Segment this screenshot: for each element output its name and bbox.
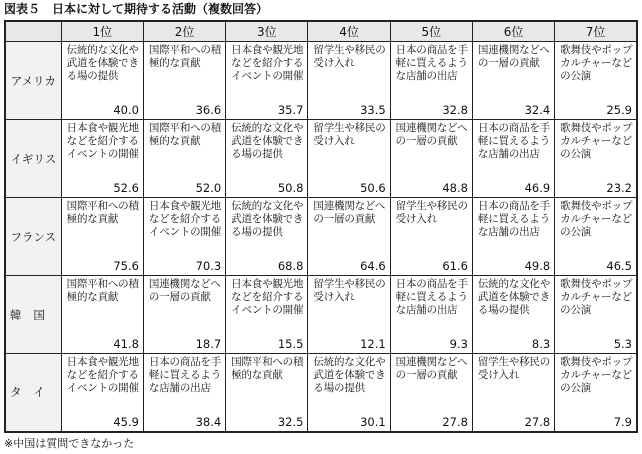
table-cell	[143, 198, 225, 276]
table-cell	[143, 276, 225, 354]
country-label: イギリス	[5, 120, 61, 198]
percent-value: 32.4	[524, 103, 551, 117]
table-cell	[555, 42, 637, 120]
percent-value: 33.5	[360, 103, 386, 117]
activity-text: 日本の商品を手軽に買えるような店舗の出店	[395, 44, 468, 82]
percent-value: 9.3	[449, 337, 468, 351]
percent-value: 61.6	[442, 259, 468, 273]
percent-value: 27.8	[524, 414, 551, 429]
percent-value: 48.8	[442, 181, 468, 195]
rank-header: 6位	[472, 21, 554, 42]
table-cell	[555, 198, 637, 276]
table-cell	[472, 198, 554, 276]
rank-header: 1位	[61, 21, 143, 42]
table-cell	[308, 42, 390, 120]
percent-value: 49.8	[524, 259, 551, 273]
percent-value: 41.8	[113, 337, 139, 351]
activity-text: 国連機関などへの一層の貢献	[148, 278, 221, 303]
table-cell	[472, 276, 554, 354]
activity-text: 歌舞伎やポップカルチャーなどの公演	[560, 278, 633, 316]
table-row	[5, 120, 637, 198]
rank-header: 2位	[143, 21, 225, 42]
table-cell	[143, 120, 225, 198]
percent-value: 68.8	[277, 259, 304, 273]
table-cell	[390, 276, 472, 354]
percent-value: 15.5	[277, 337, 304, 351]
table-cell	[472, 120, 554, 198]
table-cell	[390, 120, 472, 198]
activity-text: 歌舞伎やポップカルチャーなどの公演	[560, 356, 633, 394]
table-cell	[472, 354, 554, 432]
country-label: フランス	[5, 198, 61, 276]
table-cell	[61, 354, 143, 432]
table-cell	[61, 42, 143, 120]
percent-value: 36.6	[195, 103, 222, 117]
activity-text: 国連機関などへの一層の貢献	[477, 44, 550, 69]
ranking-table	[4, 20, 638, 433]
table-cell	[226, 276, 308, 354]
table-cell	[308, 120, 390, 198]
percent-value: 25.9	[606, 103, 632, 117]
activity-text: 国連機関などへの一層の貢献	[313, 200, 386, 225]
percent-value: 32.8	[442, 103, 468, 117]
corner-cell	[5, 21, 61, 42]
table-row	[5, 42, 637, 120]
activity-text: 日本食や観光地などを紹介するイベントの開催	[148, 200, 222, 238]
activity-text: 伝統的な文化や武道を体験できる場の提供	[66, 44, 139, 82]
country-label: タイ	[5, 354, 61, 432]
percent-value: 46.5	[606, 259, 632, 273]
activity-text: 国際平和への積極的な貢献	[66, 278, 139, 303]
activity-text: 日本の商品を手軽に買えるような店舗の出店	[395, 278, 468, 316]
activity-text: 日本の商品を手軽に買えるような店舗の出店	[148, 356, 222, 394]
table-cell	[472, 42, 554, 120]
activity-text: 歌舞伎やポップカルチャーなどの公演	[560, 200, 633, 238]
activity-text: 日本食や観光地などを紹介するイベントの開催	[66, 356, 139, 394]
percent-value: 18.7	[195, 337, 222, 351]
percent-value: 5.3	[613, 337, 632, 351]
percent-value: 46.9	[524, 181, 551, 195]
percent-value: 52.6	[113, 181, 139, 195]
table-cell	[555, 354, 637, 432]
table-row	[5, 276, 637, 354]
table-cell	[61, 120, 143, 198]
table-cell	[308, 354, 390, 432]
activity-text: 歌舞伎やポップカルチャーなどの公演	[560, 122, 633, 160]
activity-text: 国連機関などへの一層の貢献	[395, 356, 468, 381]
percent-value: 12.1	[360, 337, 386, 351]
percent-value: 45.9	[113, 414, 139, 429]
activity-text: 伝統的な文化や武道を体験できる場の提供	[477, 278, 551, 316]
table-cell	[390, 42, 472, 120]
rank-header: 7位	[555, 21, 637, 42]
activity-text: 伝統的な文化や武道を体験できる場の提供	[313, 356, 386, 394]
activity-text: 国際平和への積極的な貢献	[148, 122, 222, 147]
table-cell	[308, 198, 390, 276]
percent-value: 50.8	[277, 181, 304, 195]
activity-text: 日本の商品を手軽に買えるような店舗の出店	[477, 200, 551, 238]
activity-text: 留学生や移民の受け入れ	[395, 200, 468, 225]
percent-value: 38.4	[195, 414, 222, 429]
activity-text: 国際平和への積極的な貢献	[231, 356, 304, 381]
percent-value: 30.1	[360, 414, 386, 429]
activity-text: 留学生や移民の受け入れ	[477, 356, 551, 381]
activity-text: 伝統的な文化や武道を体験できる場の提供	[231, 122, 304, 160]
table-cell	[226, 120, 308, 198]
percent-value: 23.2	[606, 181, 632, 195]
percent-value: 64.6	[360, 259, 386, 273]
table-cell	[226, 354, 308, 432]
table-cell	[555, 120, 637, 198]
header-row	[5, 21, 637, 42]
percent-value: 27.8	[442, 414, 468, 429]
activity-text: 日本食や観光地などを紹介するイベントの開催	[231, 278, 304, 316]
activity-text: 国際平和への積極的な貢献	[66, 200, 139, 225]
percent-value: 7.9	[613, 414, 632, 429]
percent-value: 8.3	[531, 337, 551, 351]
country-label: 韓国	[5, 276, 61, 354]
percent-value: 40.0	[113, 103, 139, 117]
activity-text: 国際平和への積極的な貢献	[148, 44, 222, 69]
percent-value: 35.7	[277, 103, 304, 117]
activity-text: 留学生や移民の受け入れ	[313, 278, 386, 303]
activity-text: 日本食や観光地などを紹介するイベントの開催	[66, 122, 139, 160]
figure-title: 図表５ 日本に対して期待する活動（複数回答）	[4, 2, 269, 16]
activity-text: 留学生や移民の受け入れ	[313, 122, 386, 147]
table-cell	[226, 42, 308, 120]
rank-header: 3位	[226, 21, 308, 42]
footnote: ※中国は質問できなかった	[4, 437, 135, 450]
table-row	[5, 198, 637, 276]
table-cell	[555, 276, 637, 354]
table-row	[5, 354, 637, 432]
activity-text: 日本食や観光地などを紹介するイベントの開催	[231, 44, 304, 82]
rank-header: 5位	[390, 21, 472, 42]
activity-text: 伝統的な文化や武道を体験できる場の提供	[231, 200, 304, 238]
rank-header: 4位	[308, 21, 390, 42]
table-cell	[390, 198, 472, 276]
activity-text: 日本の商品を手軽に買えるような店舗の出店	[477, 122, 551, 160]
percent-value: 70.3	[195, 259, 222, 273]
table-cell	[226, 198, 308, 276]
table-cell	[61, 276, 143, 354]
percent-value: 50.6	[360, 181, 386, 195]
percent-value: 52.0	[195, 181, 222, 195]
percent-value: 75.6	[113, 259, 139, 273]
country-label: アメリカ	[5, 42, 61, 120]
activity-text: 留学生や移民の受け入れ	[313, 44, 386, 69]
activity-text: 歌舞伎やポップカルチャーなどの公演	[560, 44, 633, 82]
table-cell	[308, 276, 390, 354]
percent-value: 32.5	[277, 414, 304, 429]
table-cell	[143, 354, 225, 432]
table-cell	[61, 198, 143, 276]
activity-text: 国連機関などへの一層の貢献	[395, 122, 468, 147]
table-cell	[390, 354, 472, 432]
table-cell	[143, 42, 225, 120]
